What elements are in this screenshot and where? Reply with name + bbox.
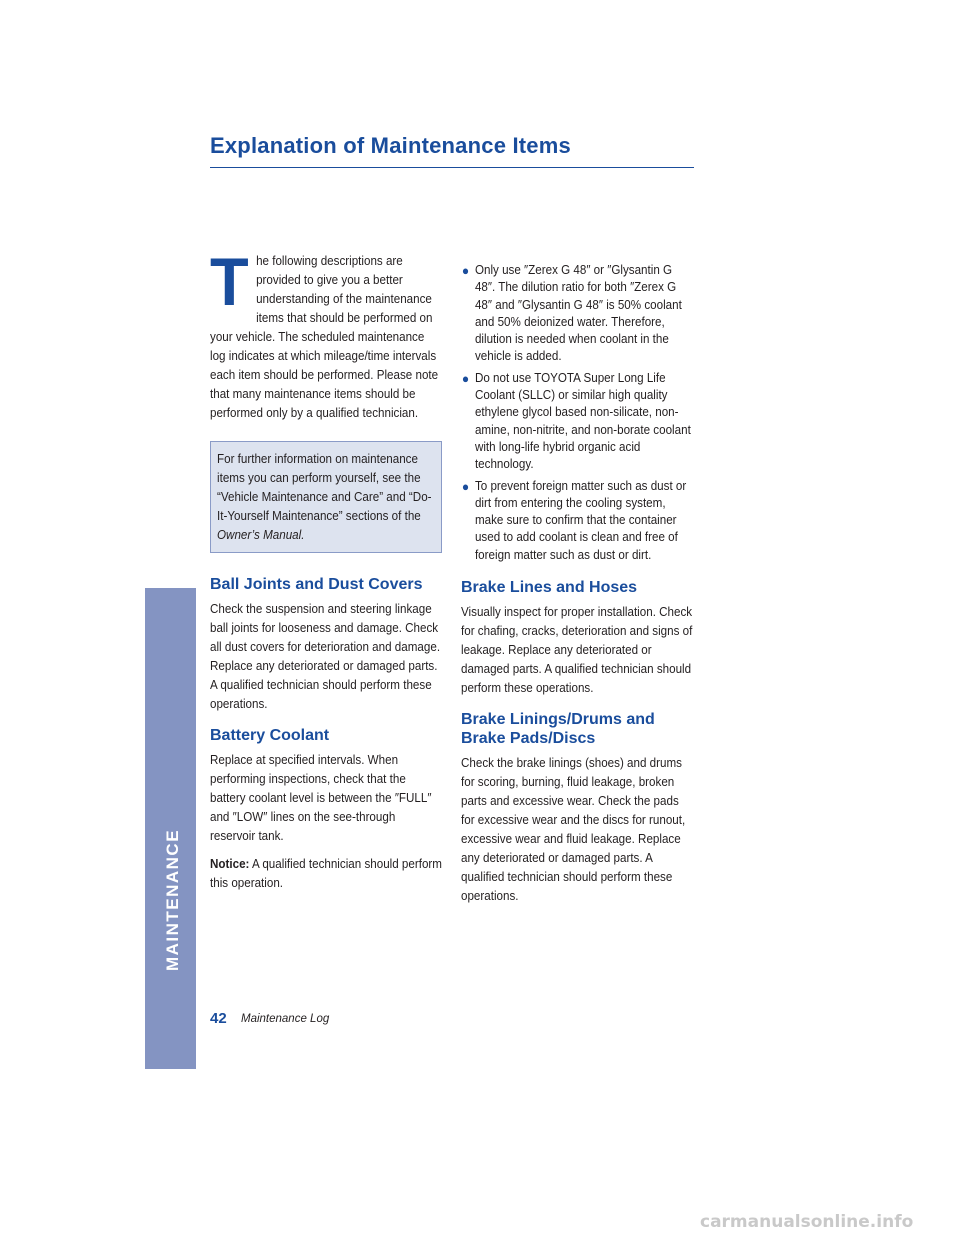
list-item: ● Only use ″Zerex G 48″ or ″Glysantin G 48″. The dilution ratio for both ″Zerex G 48″ and ″Glysantin G 48″ is 50% coolant and 50% deionized water. Therefore, dilution is needed when coolant in the vehicle is added.	[461, 263, 682, 364]
section-body-ball-joints: Check the suspension and steering linkage ball joints for looseness and damage. Check all dust covers for deterioration and damage. Replace any deteriorated or damaged parts. A qualified technician should perform these operations.	[210, 602, 441, 711]
intro-text: he following descriptions are provided to give you a better understanding of the maintenance items that should be performed on your vehicle. The scheduled maintenance log indicates at which mileage/time intervals each item should be performed. Please note that many maintenance items should be performed only by a qualified technician.	[210, 254, 439, 420]
section-body-brake-lines: Visually inspect for proper installation. Check for chafing, cracks, deterioration and signs of leakage. Replace any deteriorated or damaged parts. A qualified technician should perform these operations.	[461, 605, 693, 696]
list-item: ● Do not use TOYOTA Super Long Life Coolant (SLLC) or similar high quality ethylene glycol based non-silicate, non-amine, non-nitrite, and non-borate coolant with long-life hybrid organic acid technology.	[461, 370, 691, 472]
section-body-brake-linings: Check the brake linings (shoes) and drums for scoring, burning, fluid leakage, broken parts and excessive wear. Check the pads for excessive wear and the discs for runout, excessive wear and fluid leakage. Replace any deteriorated or damaged parts. A qualified technician should perform these operations.	[461, 756, 686, 904]
footer-title: Maintenance Log	[241, 1013, 330, 1025]
section-body-battery-coolant: Replace at specified intervals. When performing inspections, check that the battery coolant level is between the ″FULL″ and ″LOW″ lines on the see-through reservoir tank.	[210, 753, 432, 843]
coolant-bullet-list	[461, 262, 692, 564]
list-item: ● To prevent foreign matter such as dust or dirt from entering the cooling system, make sure to confirm that the container used to add coolant is clean and free of foreign matter such as dust or dirt.	[461, 478, 687, 562]
page-title: Explanation of Maintenance Items	[210, 133, 571, 158]
note-box	[210, 441, 442, 553]
watermark: carmanualsonline.info	[700, 1212, 914, 1232]
bullet-icon: ●	[461, 478, 470, 494]
notice-text: A qualified technician should perform this operation.	[210, 857, 442, 890]
bullet-icon: ●	[461, 263, 470, 278]
notice-paragraph	[210, 855, 443, 893]
side-tab-label: MAINTENANCE	[163, 828, 182, 972]
page-number: 42	[210, 1010, 227, 1027]
section-heading-brake-linings: Brake Linings/Drums and Brake Pads/Discs	[461, 711, 655, 748]
section-heading-battery-coolant: Battery Coolant	[210, 727, 330, 744]
note-text: For further information on maintenance items you can perform yourself, see the “Vehicle Maintenance and Care” and “Do-It-Yourself Maintenance” sections of the	[217, 452, 432, 523]
drop-cap: T	[210, 244, 249, 320]
section-heading-brake-lines: Brake Lines and Hoses	[461, 579, 638, 597]
right-column	[461, 262, 693, 906]
left-column	[210, 244, 442, 893]
section-heading-ball-joints: Ball Joints and Dust Covers	[210, 576, 423, 593]
note-emphasis: Owner’s Manual.	[217, 528, 305, 542]
title-divider	[210, 167, 694, 168]
intro-paragraph	[210, 244, 443, 423]
notice-label: Notice:	[210, 857, 250, 871]
bullet-icon: ●	[461, 370, 470, 386]
